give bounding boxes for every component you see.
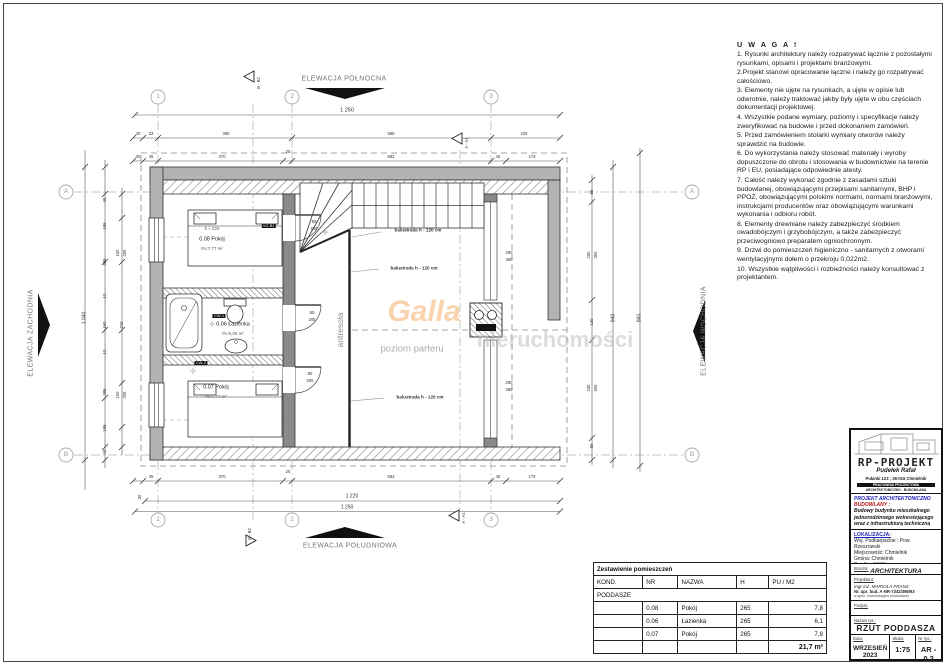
elevation-west-label: ELEWACJA ZACHODNIA xyxy=(27,289,35,377)
dim-label: 45 xyxy=(148,473,154,479)
dim-label: 360 xyxy=(505,386,513,392)
signature-label: Podpis: xyxy=(854,603,868,608)
notes-heading: U W A G A ! xyxy=(737,40,799,49)
room-008-area: Pu:7,77 m² xyxy=(201,245,223,251)
dim-label: 860 xyxy=(636,313,643,323)
section-marker-label: B - B2 xyxy=(255,77,261,89)
room-007-label: 0.07 Pokój xyxy=(203,384,229,391)
room-table-cell: 0.07 xyxy=(643,628,678,641)
dim-label: ✛ xyxy=(321,228,329,237)
axis-bubble-b: B xyxy=(63,450,69,458)
designer-license2: w spec. konstrukcyjno-budowlanej xyxy=(854,594,909,598)
section-marker-label: A - A1 xyxy=(463,137,469,149)
note-item: 6. Do wykorzystania należy stosować materiały i wyroby dopuszczone do obrotu i stosowania w budownictwie na terenie RP i EU, posiadające odpowiednie atesty. xyxy=(737,150,929,175)
dim-label: 240 xyxy=(118,321,124,329)
room-table-cell: Łazienka xyxy=(678,615,737,628)
dim-label: 30 xyxy=(136,494,142,500)
room-table-row xyxy=(594,628,827,641)
dim-label: 25 xyxy=(285,468,291,474)
project-desc-3: wraz z infrastrukturą techniczną xyxy=(854,521,931,527)
dim-label: 250 xyxy=(585,251,591,259)
room-table-cell: 6,1 xyxy=(769,615,827,628)
dim-label: 365 xyxy=(592,251,598,259)
bathroom-fixtures xyxy=(166,294,247,353)
note-item: 4. Wszystkie podane wymiary, poziomy i specyfikacje należy zweryfikować na budowie i przed dokonaniem zamówień. xyxy=(737,114,919,130)
location-label: LOKALIZACJA: xyxy=(854,532,891,538)
dim-label: 285 xyxy=(101,258,107,266)
axis-bubble-2: 2 xyxy=(290,515,294,523)
dim-label: 290 xyxy=(505,379,513,385)
scale-cell xyxy=(890,635,916,661)
room-table-cell: 265 xyxy=(737,602,769,615)
location-block xyxy=(851,530,941,564)
balustrade-label: balustrada h - 120 cm xyxy=(394,227,442,233)
elevation-east-arrow xyxy=(693,300,705,363)
dim-label: 225 xyxy=(520,130,528,136)
dim-label: 55 xyxy=(588,443,594,449)
axis-bubble-2: 2 xyxy=(290,92,294,100)
room-table-cell: Pokój xyxy=(678,602,737,615)
designer-name: mgr inż. MARIOLA FRANZ xyxy=(854,584,909,589)
axis-bubble-b: B xyxy=(689,450,695,458)
designer-label: Projektant: xyxy=(854,577,875,582)
tag-kz-b1: KZ-B1 xyxy=(263,223,275,228)
elevation-north-arrow xyxy=(305,88,385,99)
elevation-east-label: ELEWACJA WSCHODNIA xyxy=(700,286,708,376)
drawing-number-cell xyxy=(916,635,941,661)
elevation-west-arrow xyxy=(38,293,50,357)
tag-cw-2: CW-2 xyxy=(195,360,207,365)
note-item: 2.Projekt stanowi opracowanie łączne i należy go rozpatrywać całościowo. xyxy=(737,69,924,85)
scale-label: Skala: xyxy=(892,636,904,641)
room-table-total-row xyxy=(594,641,827,654)
room-table-header-cell: NAZWA xyxy=(678,576,737,589)
dim-label: 205 xyxy=(306,377,314,383)
dim-label: 40 xyxy=(101,197,107,203)
balustrade xyxy=(300,230,384,447)
dim-label: 1 040 xyxy=(81,311,88,325)
toilet xyxy=(227,305,243,323)
dim-label: ✛ xyxy=(189,367,197,376)
title-block xyxy=(849,428,943,661)
room-table-header-cell: H xyxy=(737,576,769,589)
room-table-header-cell: NR xyxy=(643,576,678,589)
room-table-total: 21,7 m² xyxy=(769,641,827,654)
dim-label: 173 xyxy=(528,153,536,159)
dim-label: 55 xyxy=(588,189,594,195)
dim-label: 45 xyxy=(495,473,501,479)
room-table-row xyxy=(594,615,827,628)
dim-label: 1 250 xyxy=(340,504,354,511)
dim-label: 230 xyxy=(585,384,591,392)
axis-bubble-a: A xyxy=(63,187,69,195)
dim-label: 80 xyxy=(309,309,315,315)
dim-label: ✛ xyxy=(208,320,216,329)
dim-label: 45 xyxy=(148,153,154,159)
signature-block xyxy=(851,601,941,616)
balustrade-label: balustrada h - 120 cm xyxy=(390,265,438,271)
logo-block xyxy=(851,430,941,494)
room-006-area: Pu:6,06 m² xyxy=(222,330,244,336)
dim-label: 150 xyxy=(114,249,120,257)
room-008-height: h = 220 xyxy=(204,225,220,231)
room-table-header-cell: KOND. xyxy=(594,576,643,589)
axis-bubble-3: 3 xyxy=(489,92,493,100)
project-desc-2: jednorodzinnego wolnostojącego xyxy=(854,514,934,521)
note-item: 9. Drzwi do pomieszczeń higieniczno - sanitarnych z otworami wentylacyjnymi dołem o przekroju 0,022m2. xyxy=(737,247,924,263)
logo-title: RP-PROJEKT xyxy=(857,456,935,469)
dim-label: 150 xyxy=(114,391,120,399)
discipline-label: Branża: xyxy=(854,566,869,571)
dim-label: 290 xyxy=(505,249,513,255)
dim-label: 30 xyxy=(135,153,141,159)
elevation-arrows xyxy=(38,88,705,538)
dim-label: 582 xyxy=(387,473,395,479)
room-table-cell: 7,8 xyxy=(769,628,827,641)
drawing-number-value: AR - 0.2 xyxy=(920,645,937,663)
room-006-label: 0.06 Łazienka xyxy=(216,321,250,328)
dim-label: 195 xyxy=(101,424,107,432)
dim-label: 130 xyxy=(588,318,594,326)
dim-label: 30 xyxy=(135,130,141,136)
room-table-body xyxy=(594,602,827,641)
notes-panel xyxy=(737,40,933,284)
note-item: 8. Elementy drewniane należy zabezpieczyć środkiem owadobójczym i grzybobójczym, a także zabezpieczyć przeciwogniowo preparatem ogniochronnym. xyxy=(737,220,901,245)
axis-bubble-a: A xyxy=(689,187,695,195)
date-value: WRZESIEŃ 2023 xyxy=(853,645,888,659)
meta-row xyxy=(851,635,941,661)
room-008-label: 0.08 Pokój xyxy=(199,236,225,243)
discipline-row xyxy=(851,564,941,575)
antresola-label: antresola xyxy=(334,312,345,348)
dim-label: 12 xyxy=(101,349,107,355)
drawing-name-label: Nazwa rys.: xyxy=(854,618,876,623)
axis-bubble-3: 3 xyxy=(489,515,493,523)
logo-subtitle: Pudełek Rafał xyxy=(876,468,916,474)
project-type-line1: PROJEKT ARCHITEKTONICZNO xyxy=(854,496,931,502)
dim-label: 360 xyxy=(505,256,513,262)
date-label: Data: xyxy=(853,636,864,641)
dim-label: 365 xyxy=(592,384,598,392)
note-item: 10. Wszystkie wątpliwości i rozbieżności należy konsultować z projektantem. xyxy=(737,265,925,282)
dim-label: 205 xyxy=(121,249,127,257)
dim-label: 285 xyxy=(101,388,107,396)
dim-label: 205 xyxy=(308,316,316,322)
drawing-name-block xyxy=(851,616,941,635)
room-table-group: PODDASZE xyxy=(594,589,827,602)
balustrade-label: balustrada h - 120 cm xyxy=(396,394,444,400)
dim-label: 205 xyxy=(121,391,127,399)
room-table-cell xyxy=(594,602,643,615)
dim-label: 370 xyxy=(218,153,226,159)
dim-label: 45 xyxy=(495,153,501,159)
stairs xyxy=(300,183,484,252)
project-type-line2: BUDOWLANY : xyxy=(854,502,891,508)
dim-label: 12 xyxy=(101,293,107,299)
dim-label: 33 xyxy=(148,130,154,136)
room-table-cell: 265 xyxy=(737,615,769,628)
watermark-orange: Galla xyxy=(387,295,461,328)
room-table-cell xyxy=(594,628,643,641)
section-marker-label: A - A1 xyxy=(460,512,466,524)
watermark-gray: nieruchomości xyxy=(476,327,634,352)
dim-label: 80 xyxy=(307,370,313,376)
dim-label: 395 xyxy=(222,130,230,136)
location-line3: Gmina: Chmielnik xyxy=(854,556,894,562)
elevation-south-arrow xyxy=(305,527,385,538)
logo-address: Pułanki 123 ; 36-016 Chmielnik xyxy=(865,476,927,481)
note-item: 3. Elementy nie ujęte na rysunkach, a ujęte w opisie lub odwrotnie, należy traktować jakby były ujęte w obu częściach dokumentacji projektowej. xyxy=(737,87,921,112)
room-table-header xyxy=(594,576,827,589)
dim-label: 205 xyxy=(310,225,318,231)
section-marker-label: B - B2 xyxy=(246,528,252,540)
logo-line1: PRACOWNIA PROJEKTOWA xyxy=(857,483,935,487)
room-table-cell xyxy=(594,615,643,628)
dim-label: 80 xyxy=(311,218,317,224)
designer-license: Nr. upr. bud. A-NR-7342/398/93 xyxy=(854,589,915,594)
room-table-title: Zestawienie pomieszczeń xyxy=(594,563,827,576)
tag-cw-1: CW-1 xyxy=(213,313,225,318)
room-007-area: Pu:7,77 m² xyxy=(205,393,227,399)
section-markers xyxy=(244,71,462,546)
room-table-cell: 265 xyxy=(737,628,769,641)
elevation-north-label: ELEWACJA PÓŁNOCNA xyxy=(301,75,387,83)
axis-bubble-1: 1 xyxy=(156,515,160,523)
room-table xyxy=(593,562,827,654)
dim-label: 370 xyxy=(218,473,226,479)
room-table-cell: 7,8 xyxy=(769,602,827,615)
date-cell xyxy=(851,635,890,661)
dim-label: 160 xyxy=(101,321,107,329)
room-table-cell: 0.06 xyxy=(643,615,678,628)
dim-label: 588 xyxy=(387,130,395,136)
axis-bubble-1: 1 xyxy=(156,92,160,100)
room-table-cell: 0.08 xyxy=(643,602,678,615)
poziom-parteru-label: poziom parteru xyxy=(380,343,444,355)
drawing-number-label: Nr rys.: xyxy=(918,636,932,641)
room-table-row xyxy=(594,602,827,615)
location-line1: Woj. Podkarpackie ; Pow. Rzeszowski xyxy=(854,538,911,550)
project-desc-1: Budowy budynku mieszkalnego xyxy=(854,508,930,514)
dim-label: 940 xyxy=(610,313,617,323)
dim-label: 582 xyxy=(387,153,395,159)
dim-label: 40 xyxy=(101,449,107,455)
project-type-block xyxy=(851,494,941,530)
dim-label: 1 250 xyxy=(340,107,354,114)
discipline-value: ARCHITEKTURA xyxy=(870,568,922,575)
note-item: 7. Całość należy wykonać zgodnie z zasadami sztuki budowlanej, obowiązującymi przepisami sanitarnymi, BHP i PPOŻ, obowiązującymi polskimi normami, normami branżowymi, instrukcjami producentów oraz obowiązującymi warunkami wykonania i odbioru robót. xyxy=(737,176,933,219)
drawing-name: RZUT PODDASZA xyxy=(856,623,936,633)
room-table-cell: Pokój xyxy=(678,628,737,641)
logo-line2: ARCHITEKTONICZNO - BUDOWLANA xyxy=(865,488,927,492)
right-glazed-wall xyxy=(470,194,502,447)
dim-label: 1 220 xyxy=(345,493,359,500)
dim-label: 25 xyxy=(285,148,291,154)
note-item: 5. Przed zamówieniem stolarki wymiary otworów należy sprawdzić na budowie. xyxy=(737,132,905,148)
dim-label: 195 xyxy=(101,222,107,230)
room-table-header-cell: PU / M2 xyxy=(769,576,827,589)
dim-label: 173 xyxy=(528,473,536,479)
elevation-south-label: ELEWACJA POŁUDNIOWA xyxy=(302,542,398,550)
notes-body xyxy=(737,51,933,283)
location-line2: Miejscowość: Chmielnik xyxy=(854,550,908,556)
note-item: 1. Rysunki architektury należy rozpatrywać łącznie z pozostałymi rysunkami, opisami i projektami branżowymi. xyxy=(737,51,932,67)
vent-chimney-block xyxy=(470,303,502,337)
scale-value: 1:75 xyxy=(895,645,911,654)
logo-house-sketch xyxy=(851,430,941,458)
designer-block xyxy=(851,575,941,601)
